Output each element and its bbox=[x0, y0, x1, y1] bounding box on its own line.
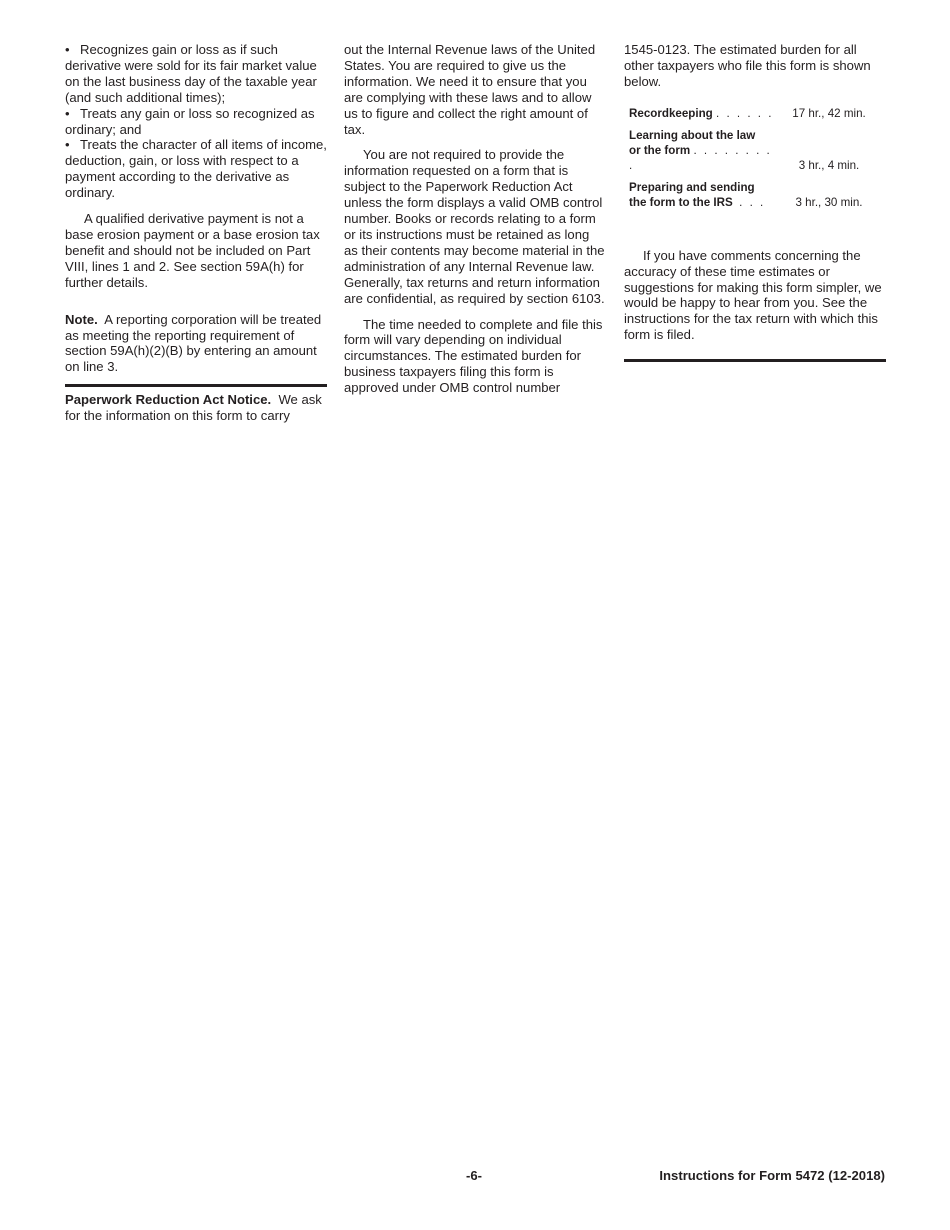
burden-row: Recordkeeping . . . . . . 17 hr., 42 min. bbox=[629, 106, 879, 121]
pra-heading: Paperwork Reduction Act Notice. bbox=[65, 392, 272, 408]
bullet-item: • Recognizes gain or loss as if such derivative were sold for its fair market value on the last business day of the taxable year (and such additional times); bbox=[65, 42, 317, 105]
bullet-icon: • bbox=[65, 42, 70, 57]
bullet-icon: • bbox=[65, 137, 70, 153]
qualified-derivative-paragraph: A qualified derivative payment is not a base erosion payment or a base erosion tax benefit and should not be included on Part VIII, lines 1 and 2. See section 59A(h) for further details. bbox=[65, 211, 320, 290]
burden-time: 3 hr., 30 min. bbox=[795, 195, 863, 209]
burden-row: Preparing and sending the form to the IRS . . . 3 hr., 30 min. bbox=[629, 173, 879, 210]
burden-row: Learning about the law or the form . . . . . . . . . 3 hr., 4 min. bbox=[629, 121, 879, 173]
end-divider bbox=[624, 359, 886, 362]
bullet-icon: • bbox=[65, 105, 70, 121]
left-column bbox=[65, 42, 327, 424]
bullet-item: • Treats any gain or loss so recognized as ordinary; and bbox=[65, 105, 315, 137]
form-title: Instructions for Form 5472 (12-2018) bbox=[659, 1168, 885, 1183]
continued-paragraph: out the Internal Revenue laws of the United States. You are required to give us the information. We need it to ensure that you are complying with these laws and to allow us to figure and collect the right amount of tax. bbox=[344, 42, 596, 137]
burden-table bbox=[629, 106, 879, 210]
section-divider bbox=[65, 384, 327, 387]
note-paragraph bbox=[65, 312, 327, 376]
comments-paragraph: If you have comments concerning the accuracy of these time estimates or suggestions for making this form simpler, we would be happy to hear from you. See the instructions for the tax return with which this form is filed. bbox=[624, 247, 882, 343]
page-number: -6- bbox=[466, 1168, 483, 1183]
bullet-item: • Treats the character of all items of income, deduction, gain, or loss with respect to a payment according to the derivative as ordinary. bbox=[65, 137, 327, 201]
note-label: Note. bbox=[65, 311, 98, 327]
middle-column bbox=[344, 42, 606, 396]
omb-paragraph: You are not required to provide the information requested on a form that is subject to the Paperwork Reduction Act unless the form displays a valid OMB control number. Books or records relating to a form or its instructions must be retained as long as their contents may become material in the administration of any Internal Revenue law. Generally, tax returns and return information are confidential, as required by section 6103. bbox=[344, 147, 605, 306]
right-column bbox=[624, 42, 886, 362]
pra-text: We ask for the information on this form to carry bbox=[65, 392, 322, 424]
note-text: A reporting corporation will be treated as meeting the reporting requirement of section 59A(h)(2)(B) by entering an amount on line 3. bbox=[65, 311, 322, 375]
paperwork-reduction-paragraph bbox=[65, 392, 327, 424]
continued-paragraph: 1545-0123. The estimated burden for all other taxpayers who file this form is shown below. bbox=[624, 42, 871, 89]
burden-time: 3 hr., 4 min. bbox=[798, 158, 860, 172]
time-needed-paragraph: The time needed to complete and file this form will vary depending on individual circumstances. The estimated burden for business taxpayers filing this form is approved under OMB control number bbox=[344, 316, 603, 396]
burden-time: 17 hr., 42 min. bbox=[792, 106, 866, 120]
